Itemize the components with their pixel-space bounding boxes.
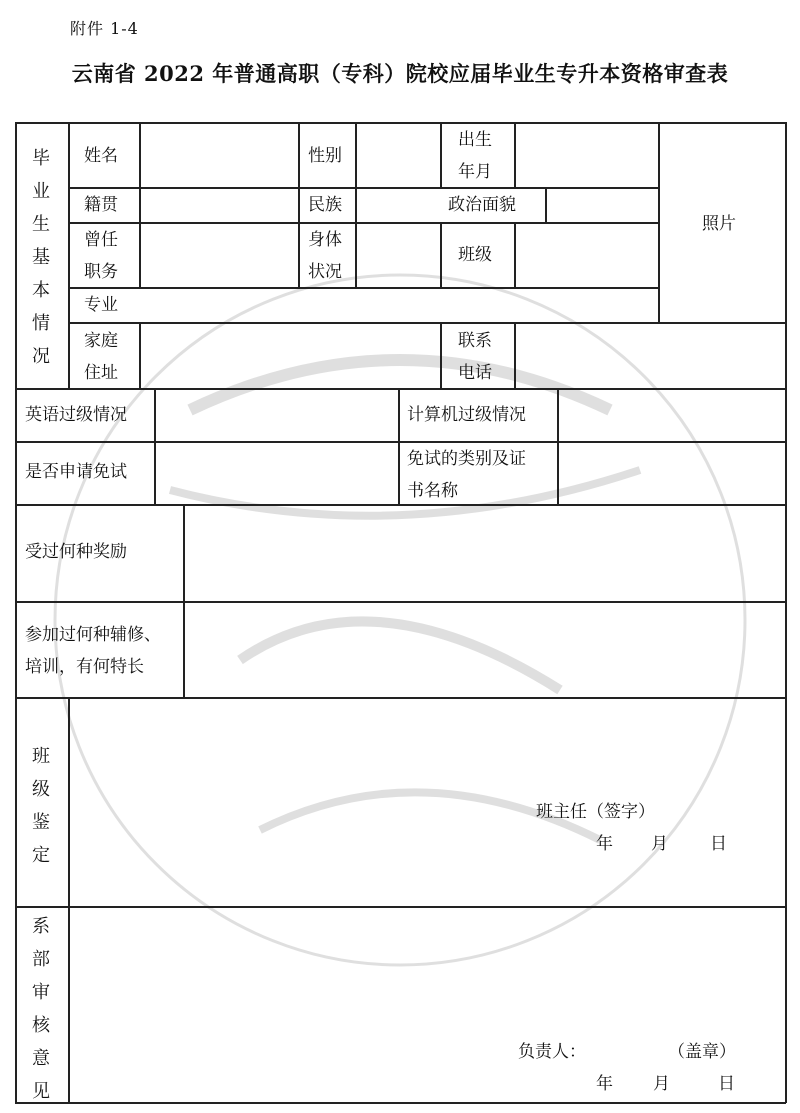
label-ethnicity: 民族 <box>308 195 342 215</box>
col-divider <box>658 122 660 322</box>
dept-review-year: 年 <box>596 1074 613 1094</box>
table-border-top <box>15 122 786 124</box>
col-divider <box>514 222 516 287</box>
row-divider <box>15 906 786 908</box>
row-divider <box>68 222 658 224</box>
col-divider <box>355 122 357 287</box>
row-divider <box>15 697 786 699</box>
label-health: 身体 状况 <box>308 230 342 282</box>
class-review-year: 年 <box>596 834 613 854</box>
row-divider <box>15 601 786 603</box>
col-divider <box>440 222 442 287</box>
col-divider <box>298 122 300 287</box>
col-divider <box>545 187 547 222</box>
label-political-status: 政治面貌 <box>448 195 516 215</box>
table-border-bottom <box>15 1102 786 1104</box>
label-major: 专业 <box>84 295 118 315</box>
label-former-post: 曾任 职务 <box>84 230 118 282</box>
col-divider <box>440 122 442 187</box>
label-home-address: 家庭 住址 <box>84 331 118 383</box>
col-divider <box>440 322 442 388</box>
dept-review-month: 月 <box>653 1074 670 1094</box>
dept-review-day: 日 <box>718 1074 735 1094</box>
dept-responsible-person: 负责人： <box>518 1042 586 1062</box>
class-review-month: 月 <box>651 834 668 854</box>
class-teacher-signature: 班主任（签字） <box>536 802 655 822</box>
label-photo: 照片 <box>702 214 736 234</box>
label-gender: 性别 <box>308 146 342 166</box>
col-divider <box>183 504 185 697</box>
col-divider <box>514 122 516 187</box>
col-divider <box>154 388 156 504</box>
table-border-left <box>15 122 17 1103</box>
row-divider <box>15 441 786 443</box>
table-border-right <box>785 122 787 1103</box>
col-divider <box>514 322 516 388</box>
row-divider <box>68 187 658 189</box>
row-divider <box>68 287 658 289</box>
col-divider <box>139 322 141 388</box>
section-label-basic-info: 毕 业 生 基 本 情 况 <box>32 148 50 367</box>
dept-seal: （盖章） <box>668 1042 736 1062</box>
col-divider <box>68 697 70 1102</box>
col-divider <box>68 122 70 388</box>
section-label-class-review: 班 级 鉴 定 <box>32 746 50 866</box>
row-divider <box>15 388 786 390</box>
label-exemption-type: 免试的类别及证 书名称 <box>407 449 526 501</box>
label-contact-phone: 联系 电话 <box>458 331 492 383</box>
row-divider <box>15 504 786 506</box>
label-awards: 受过何种奖励 <box>25 542 127 562</box>
label-computer-level: 计算机过级情况 <box>407 405 526 425</box>
label-apply-exemption: 是否申请免试 <box>25 462 127 482</box>
attachment-number: 附件 1-4 <box>70 19 139 38</box>
row-divider <box>68 322 786 324</box>
col-divider <box>557 388 559 504</box>
class-review-day: 日 <box>710 834 727 854</box>
label-training: 参加过何种辅修、 培训，有何特长 <box>25 625 161 677</box>
label-english-level: 英语过级情况 <box>25 405 127 425</box>
label-birth: 出生 年月 <box>458 130 492 182</box>
label-class: 班级 <box>458 245 492 265</box>
section-label-dept-review: 系 部 审 核 意 见 <box>32 916 50 1102</box>
label-name: 姓名 <box>84 146 118 166</box>
col-divider <box>398 388 400 504</box>
col-divider <box>139 122 141 287</box>
page-title: 云南省 2022 年普通高职（专科）院校应届毕业生专升本资格审查表 <box>71 61 729 86</box>
label-native-place: 籍贯 <box>84 195 118 215</box>
